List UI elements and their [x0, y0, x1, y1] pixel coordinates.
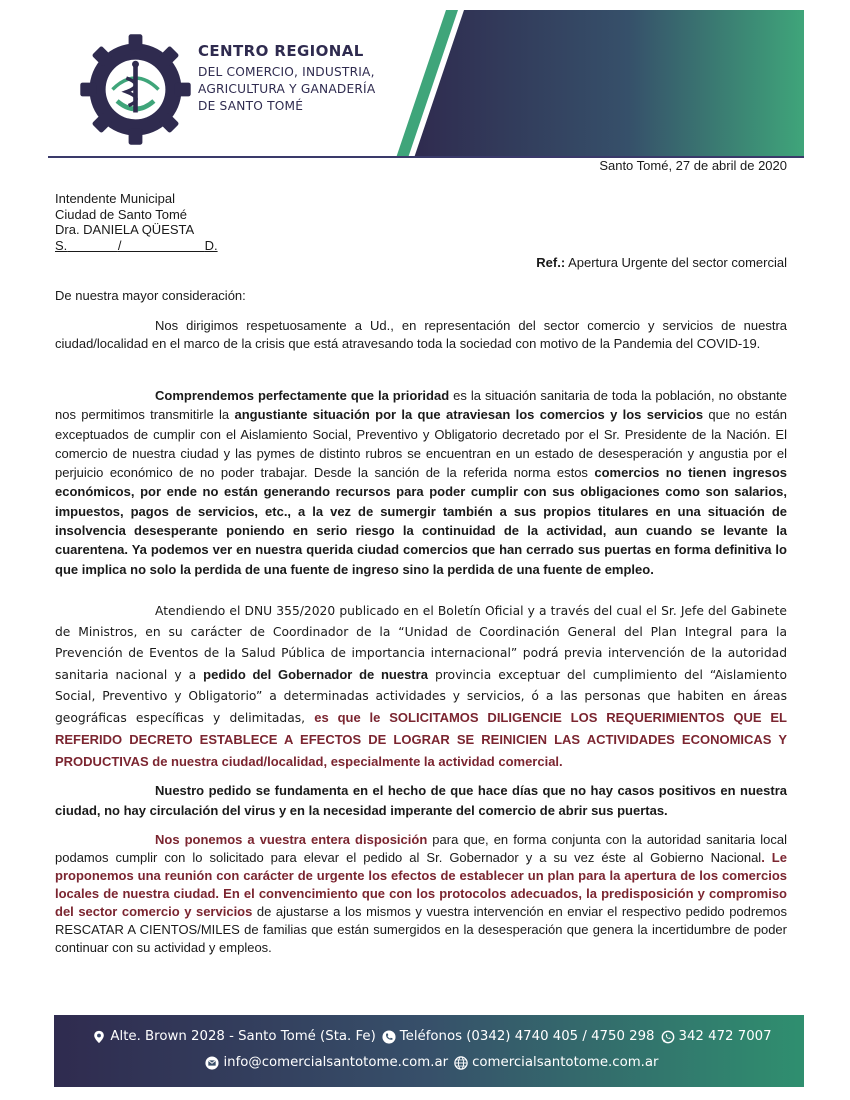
- sd-slash: /: [117, 237, 122, 253]
- paragraph-text: provincia exceptuar del cumplimiento del “Aislamiento Social, Preventivo y Obligatorio” a determinadas actividades y servicios, ó a las personas que habiten en áreas geográficas específicas y delimitadas,: [55, 668, 787, 725]
- sd-d: D.: [204, 237, 218, 253]
- ref-label: Ref.:: [536, 255, 566, 270]
- highlight-text: Nos ponemos a vuestra entera disposición: [155, 832, 428, 847]
- sd-s: S.: [55, 237, 68, 253]
- footer-address: Alte. Brown 2028 - Santo Tomé (Sta. Fe): [110, 1029, 376, 1044]
- recipient-line: Ciudad de Santo Tomé: [55, 206, 188, 222]
- email-icon: [205, 1056, 219, 1070]
- ref-text: Apertura Urgente del sector comercial: [565, 255, 787, 270]
- sd-line: [55, 238, 218, 254]
- org-subtitle-line: DEL COMERCIO, INDUSTRIA,: [198, 65, 375, 79]
- paragraph-text: para que, en forma conjunta con la autoridad sanitaria local podamos cumplir con lo solicitado para elevar el pedido al Sr. Gobernador y a su vez éste al Gobierno Nacional: [55, 832, 787, 865]
- paragraph-5: [55, 831, 787, 957]
- paragraph-1: [55, 317, 787, 353]
- paragraph-text: que no están exceptuados de cumplir con el Aislamiento Social, Preventivo y Obligatorio decretado por el Sr. Presidente de la Nación. El comercio de nuestra ciudad y las pymes de distinto rubros se encuentran en un estado de desesperación y angustia por el perjuicio económico de no poder trabajar. Desde la sanción de la referida norma estos: [55, 407, 787, 481]
- letterhead: [48, 10, 804, 158]
- reference-line: [536, 255, 787, 270]
- footer-bar: [54, 1015, 804, 1087]
- paragraph-2: [55, 386, 787, 579]
- organization-name: [198, 42, 375, 115]
- paragraph-text: Atendiendo el DNU 355/2020 publicado en el Boletín Oficial y a través del cual el Sr. Jefe del Gabinete de Ministros, en su carácter de Coordinador de la “Unidad de Coordinación General del Plan Integral para la Prevención de Eventos de la Salud Pública de importancia internacional” podrá previa intervención de la autoridad sanitaria nacional y a: [55, 604, 787, 682]
- globe-icon: [454, 1056, 468, 1070]
- paragraph-text: Nuestro pedido se fundamenta en el hecho de que hace días que no hay casos positivos en nuestra ciudad, no hay circulación del virus y en la necesidad imperante del comercio de abrir sus puertas.: [55, 783, 787, 818]
- footer-phones: Teléfonos (0342) 4740 405 / 4750 298: [399, 1029, 655, 1044]
- footer-row-online: [54, 1055, 804, 1070]
- org-subtitle-line: AGRICULTURA Y GANADERÍA: [198, 82, 376, 96]
- bold-text: angustiante situación por la que atraviesan los comercios y los servicios: [234, 407, 704, 423]
- org-subtitle-line: DE SANTO TOMÉ: [198, 99, 304, 113]
- paragraph-4: [55, 781, 787, 820]
- footer-whatsapp: 342 472 7007: [678, 1029, 772, 1044]
- letter-date: Santo Tomé, 27 de abril de 2020: [599, 158, 787, 173]
- whatsapp-icon: [661, 1030, 675, 1044]
- paragraph-text: Nos dirigimos respetuosamente a Ud., en representación del sector comercio y servicios de nuestra ciudad/localidad en el marco de la crisis que está atravesando toda la sociedad con motivo de la Pandemia del COVID-19.: [55, 318, 787, 351]
- highlight-text: es que le SOLICITAMOS DILIGENCIE LOS REQUERIMIENTOS QUE EL REFERIDO DECRETO ESTABLECE A EFECTOS DE LOGRAR SE REINICIEN LAS ACTIVIDADES ECONOMICAS Y PRODUCTIVAS de nuestra ciudad/localidad, especialmente la actividad comercial.: [55, 710, 787, 769]
- highlight-text: . Le proponemos una reunión con carácter de urgente los efectos de establecer un plan para la apertura de los comercios locales de nuestra ciudad. En el convencimiento que con los protocolos adecuados, la predisposición y compromiso del sector comercio y servicios: [55, 850, 787, 919]
- org-title: CENTRO REGIONAL: [198, 42, 364, 60]
- paragraph-3: [55, 601, 787, 773]
- bold-text: comercios no tienen ingresos económicos, por ende no están generando recursos para poder cumplir con sus obligaciones como son salarios, impuestos, pagos de servicios, etc., a la vez de sumergir también a sus propios titulares en una situación de insolvencia desesperante poniendo en serio riesgo la continuidad de la actividad, aun cuando se levante la cuarentena. Ya podemos ver en nuestra querida ciudad comercios que han cerrado sus puertas en forma definitiva lo que implica no solo la perdida de una fuente de ingreso sino la perdida de una fuente de empleo.: [55, 465, 787, 577]
- paragraph-text: es la situación sanitaria de toda la población, no obstante nos permitimos transmitirle la: [55, 388, 787, 423]
- footer-row-contact: [54, 1029, 804, 1044]
- recipient-block: [55, 191, 218, 253]
- bold-text: Comprendemos perfectamente que la prioridad: [155, 388, 450, 403]
- footer-website[interactable]: comercialsantotome.com.ar: [472, 1055, 659, 1070]
- greeting: De nuestra mayor consideración:: [55, 288, 246, 303]
- footer-email[interactable]: info@comercialsantotome.com.ar: [223, 1055, 449, 1070]
- location-pin-icon: [92, 1030, 106, 1044]
- logo-gear-icon: [78, 32, 193, 147]
- phone-icon: [382, 1030, 396, 1044]
- recipient-line: Intendente Municipal: [55, 191, 175, 206]
- paragraph-text: de ajustarse a los mismos y vuestra intervención en enviar el respectivo pedido podremos RESCATAR A CIENTOS/MILES de familias que están sumergidos en la desesperación que genera la incertidumbre de poder continuar con su actividad y empleos.: [55, 904, 787, 955]
- bold-text: pedido del Gobernador de nuestra: [203, 667, 428, 682]
- recipient-line: Dra. DANIELA QÜESTA: [55, 222, 195, 237]
